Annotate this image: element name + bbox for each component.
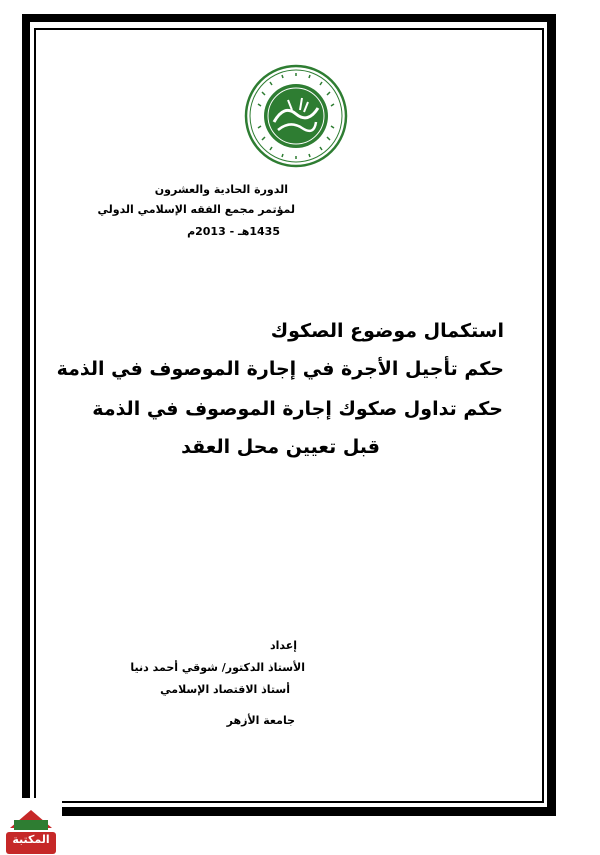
conference-label: لمؤتمر مجمع الفقه الإسلامي الدولي (97, 203, 295, 216)
author-position: أستاذ الاقتصاد الإسلامي (160, 683, 290, 696)
title-line-3: حكم تداول صكوك إجارة الموصوف في الذمة (92, 398, 503, 420)
prepared-by-label: إعداد (269, 639, 297, 652)
author-name: الأستاذ الدكتور/ شوقي أحمد دنيا (130, 661, 305, 674)
author-university: جامعة الأزهر (226, 714, 295, 727)
title-line-1: استكمال موضوع الصكوك (270, 320, 504, 342)
title-line-2: حكم تأجيل الأجرة في إجارة الموصوف في الذمة (56, 358, 504, 380)
academy-seal-icon (244, 64, 348, 168)
library-logo-label: المكتبة (12, 833, 50, 846)
year-label: 1435هـ - 2013م (187, 225, 280, 238)
library-logo-icon (0, 798, 62, 855)
session-label: الدورة الحادية والعشرون (154, 183, 288, 196)
title-line-4: قبل تعيين محل العقد (181, 436, 380, 458)
